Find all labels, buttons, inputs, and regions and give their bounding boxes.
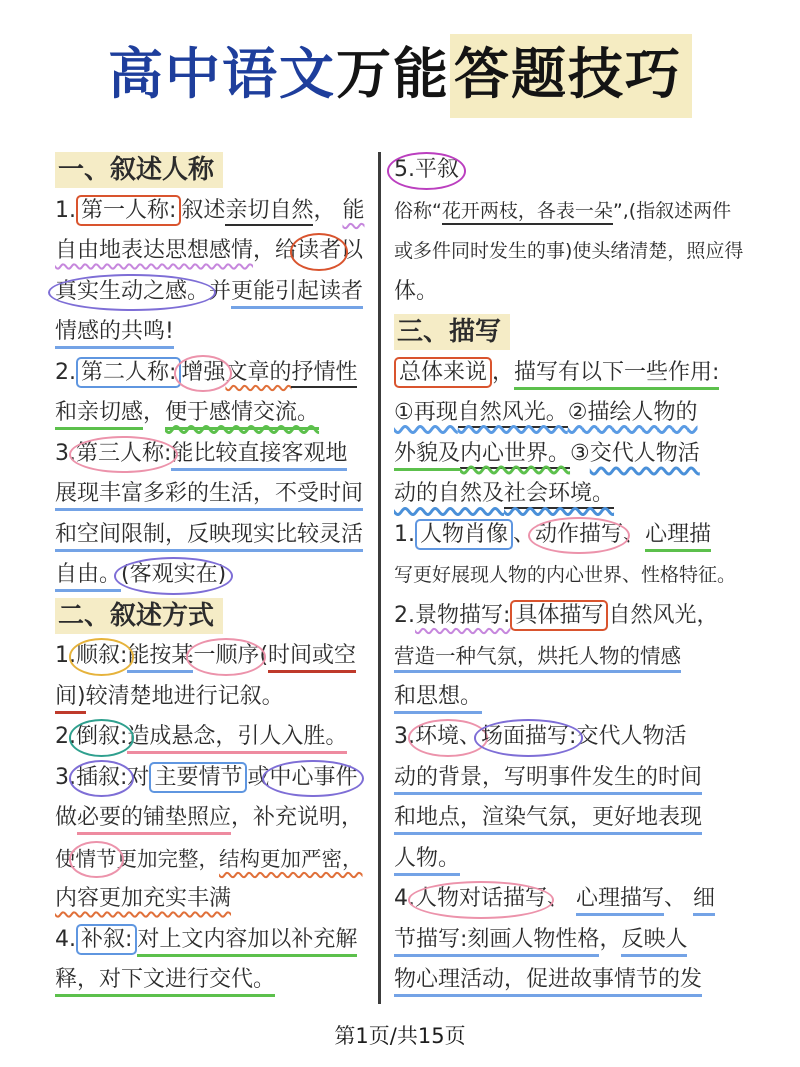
plain-text: 叙述	[181, 197, 226, 223]
text-line	[394, 839, 784, 880]
text-line	[394, 677, 784, 718]
text-line	[55, 515, 377, 556]
text-line	[394, 191, 784, 232]
plain-text: ，给	[253, 238, 298, 263]
annotated-text: 第一人称:	[76, 195, 181, 226]
annotated-text: 插叙:	[76, 758, 127, 799]
plain-text: ，	[313, 197, 343, 223]
section-heading	[394, 312, 784, 353]
annotated-text: 总体来说	[394, 357, 492, 388]
text-line	[55, 677, 377, 718]
annotated-text: 抒情性	[291, 360, 357, 388]
text-line	[55, 758, 377, 799]
annotated-text: 心理描写	[576, 886, 664, 916]
text-line	[394, 717, 784, 758]
annotated-text: 内心世界。	[460, 441, 570, 469]
plain-text: 使	[55, 846, 76, 871]
plain-text: 1.	[394, 521, 415, 547]
plain-text: 1.	[55, 197, 76, 223]
plain-text: 4.	[394, 886, 415, 911]
annotated-text: 外貌及	[394, 441, 460, 471]
annotated-text: 自由地表达思想感情	[55, 238, 254, 263]
plain-text: 2.	[55, 359, 76, 385]
text-line	[55, 474, 377, 515]
annotated-text: ①再现	[394, 400, 458, 425]
annotated-text: 自然风光。	[458, 400, 568, 428]
plain-text: ③	[570, 440, 590, 466]
text-line	[394, 636, 784, 677]
plain-text: 、	[664, 886, 694, 911]
annotated-text: 二、叙述方式	[55, 598, 223, 634]
annotated-text: 景物描写:	[415, 602, 511, 628]
annotated-text: 5.平叙	[394, 150, 459, 191]
plain-text: 或多件同时发生的事)使头绪清楚，照应得	[394, 240, 744, 262]
column-divider	[378, 152, 381, 1004]
annotated-text: 动作描写	[535, 515, 623, 556]
annotated-text: 倒叙:	[76, 717, 127, 758]
annotated-text: 情节	[76, 839, 117, 880]
annotated-text: 更能引起读者	[231, 279, 363, 309]
plain-text: 较清楚地进行记叙。	[85, 683, 284, 709]
right-column	[394, 150, 784, 1001]
plain-text: 以	[341, 238, 364, 263]
annotated-text: ②描绘人物的	[567, 400, 698, 425]
annotated-text: 真实生动之感。	[55, 272, 209, 313]
plain-text: ，	[492, 359, 515, 385]
text-line	[394, 555, 784, 596]
text-line	[394, 960, 784, 1001]
annotated-text: 文章的	[225, 359, 292, 385]
plain-text: 3.	[55, 440, 76, 466]
page-number: 第1页/共15页	[334, 1024, 466, 1048]
plain-text: 俗称“	[394, 199, 442, 222]
section-heading	[55, 596, 377, 637]
text-line	[55, 920, 377, 961]
annotated-text: 时间或空	[268, 643, 356, 673]
annotated-text: 交代人物活	[589, 440, 700, 466]
plain-text: 并	[209, 278, 232, 304]
annotated-text: 便于感情交流。	[165, 400, 319, 430]
annotated-text: 读者	[297, 231, 341, 272]
left-column	[55, 150, 377, 1001]
annotated-text: 社会环境。	[504, 481, 614, 509]
annotated-text: 第二人称:	[76, 357, 181, 388]
section-heading	[55, 150, 377, 191]
plain-text: 体。	[394, 278, 439, 304]
plain-text: ，补充说明，	[231, 805, 364, 830]
text-line	[394, 393, 784, 434]
plain-text: 或	[247, 764, 270, 790]
annotated-text: 刻画人物性格	[467, 927, 599, 957]
text-line	[394, 920, 784, 961]
plain-text: 交代人物活	[576, 724, 687, 749]
plain-text: 自然风光，	[608, 602, 719, 628]
annotated-text: 人物对话描写	[415, 879, 547, 920]
annotated-text: 人物。	[394, 846, 460, 876]
text-line	[394, 515, 784, 556]
plain-text: 做	[55, 805, 78, 830]
text-line	[55, 353, 377, 394]
annotated-text: 动的自然及	[394, 481, 505, 506]
annotated-text: 释，对下文进行交代。	[55, 967, 275, 997]
text-line	[394, 596, 784, 637]
text-line	[55, 879, 377, 920]
text-line	[394, 150, 784, 191]
annotated-text: 和地点，渲染气氛，更好地表现	[394, 805, 702, 835]
text-line	[55, 191, 377, 232]
text-line	[394, 434, 784, 475]
annotated-text: 能	[342, 197, 365, 223]
annotated-text: 场面描写:	[481, 717, 576, 758]
plain-text: (	[259, 643, 269, 668]
annotated-text: 营造一种气氛，烘托人物的情感	[394, 644, 681, 673]
text-line	[55, 960, 377, 1001]
annotated-text: 节描写:	[394, 927, 467, 957]
annotated-text: 补叙:	[76, 924, 137, 955]
text-line	[394, 272, 784, 313]
text-line	[394, 879, 784, 920]
title-part-blue: 高中语文	[107, 42, 336, 106]
plain-text: 3.	[55, 764, 76, 790]
annotated-text: 对上文内容加以补充解	[137, 927, 357, 957]
text-line	[55, 636, 377, 677]
text-line	[55, 231, 377, 272]
text-line	[55, 839, 377, 880]
text-line	[394, 231, 784, 272]
annotated-text: (客观实在)	[121, 555, 226, 596]
page-title	[0, 30, 800, 109]
plain-text: 、	[623, 521, 646, 547]
plain-text: 4.	[55, 926, 76, 952]
text-line	[55, 272, 377, 313]
plain-text: ，	[599, 926, 622, 952]
annotated-text: 主要情节	[149, 762, 247, 793]
plain-text: 2.	[394, 602, 415, 628]
annotated-text: 展现丰富多彩的生活，不受时间	[55, 481, 363, 511]
annotated-text: 一、叙述人称	[55, 152, 223, 188]
plain-text: 对	[127, 764, 150, 790]
annotated-text: 描写有以下一些作用:	[514, 360, 719, 390]
annotated-text: 亲切自然	[225, 198, 313, 226]
plain-text: 写更好展现人物的内心世界、性格特征。	[394, 564, 737, 586]
plain-text: 、	[513, 521, 536, 547]
annotated-text: 顺叙:	[76, 636, 127, 677]
text-line	[55, 312, 377, 353]
text-line	[394, 353, 784, 394]
text-line	[394, 758, 784, 799]
annotated-text: 造成悬念，引人入胜。	[127, 724, 347, 754]
annotated-text: 中心事件	[269, 758, 357, 799]
text-line	[394, 474, 784, 515]
text-line	[55, 555, 377, 596]
annotated-text: 心理描	[645, 522, 711, 552]
annotated-text: 花开两枝，各表一朵	[442, 200, 613, 225]
annotated-text: 和空间限制，反映现实比较灵活	[55, 522, 363, 552]
plain-text: 2.	[55, 724, 76, 749]
title-part-highlighted: 答题技巧	[450, 34, 692, 118]
annotated-text: 环境、	[415, 717, 481, 758]
annotated-text: 结构更加严密，	[219, 846, 363, 871]
annotated-text: 情感的共鸣!	[55, 319, 174, 349]
annotated-text: 和亲切感	[55, 400, 143, 430]
text-line	[394, 798, 784, 839]
plain-text: ，	[143, 400, 166, 425]
annotated-text: 物心理活动，促进故事情节的发	[394, 967, 702, 997]
plain-text: ”,(指叙述两件	[612, 199, 732, 222]
annotated-text: 增强	[181, 353, 225, 394]
annotated-text: 动的背景，写明事件发生的时间	[394, 765, 702, 795]
annotated-text: 一顺序	[193, 636, 259, 677]
title-part-black: 万能	[335, 42, 450, 106]
annotated-text: 第三人称:	[76, 434, 171, 475]
annotated-text: 和思想。	[394, 684, 482, 714]
text-line	[55, 434, 377, 475]
text-line	[55, 393, 377, 434]
text-line	[55, 717, 377, 758]
plain-text: 3.	[394, 724, 415, 749]
annotated-text: 人物肖像	[415, 519, 513, 550]
annotated-text: 能比较直接客观地	[171, 441, 347, 471]
annotated-text: 间)	[55, 684, 86, 714]
text-line	[55, 798, 377, 839]
annotated-text: 三、描写	[394, 314, 510, 350]
annotated-text: 能按某	[127, 643, 193, 673]
annotated-text: 内容更加充实丰满	[55, 886, 232, 911]
page-footer	[0, 1020, 800, 1050]
annotated-text: 反映人	[621, 927, 687, 957]
annotated-text: 自由。	[55, 562, 121, 592]
plain-text: 更加完整，	[116, 846, 219, 871]
plain-text: 、	[547, 886, 577, 911]
annotated-text: 必要的铺垫照应	[77, 805, 231, 835]
annotated-text: 细	[693, 886, 715, 916]
plain-text: 1.	[55, 643, 76, 668]
annotated-text: 具体描写	[510, 600, 608, 631]
